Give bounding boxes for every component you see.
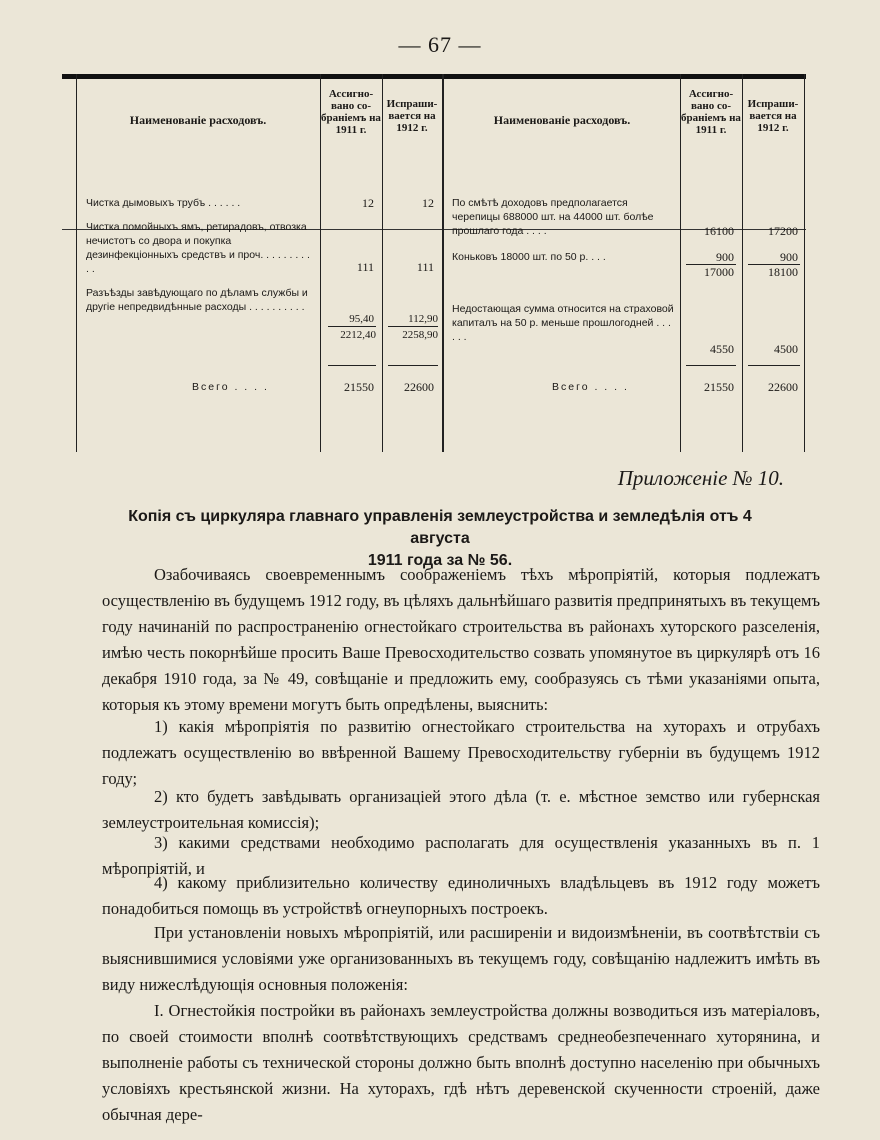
total-requested-right: 22600: [768, 380, 798, 394]
expenses-table: [62, 74, 806, 452]
header-name-right: Наименованіе расходовъ.: [493, 113, 631, 127]
subtotal-rule: [388, 326, 438, 327]
table-row-label: Недостающая сумма относится на страховой капиталъ на 50 р. меньше прошлогодней . . . . . .: [452, 303, 674, 343]
table-cell-requested: 112,90: [408, 313, 438, 325]
subtotal-assigned-right: 17000: [704, 265, 734, 279]
paragraph-item-1: 1) какія мѣропріятія по развитію огнестойкаго строительства на хуторахъ и отрубахъ подлежатъ осуществленію во ввѣренной Вашему Превосходительству губерніи въ будущемъ 1912 году;: [102, 717, 820, 788]
header-assigned-right: Ассигно-вано со-браніемъ на 1911 г.: [681, 88, 741, 136]
table-cell-assigned: 16100: [704, 224, 734, 238]
paragraph-conditions: При установленіи новыхъ мѣропріятій, или расширеніи и видоизмѣненіи, въ соотвѣтствіи съ выяснившимися условіями уже организованныхъ въ текущемъ году, совѣщанію надлежитъ имѣть въ виду нижеслѣдующія основныя положенія:: [102, 923, 820, 994]
table-border-left: [76, 74, 77, 452]
table-cell-requested: 900: [780, 250, 798, 264]
paragraph-item-3: 3) какими средствами необходимо располагать для осуществленія указанныхъ въ п. 1 мѣропріятій, и: [102, 833, 820, 878]
appendix-label: Приложеніе № 10.: [617, 466, 784, 490]
total-rule: [686, 365, 736, 366]
total-assigned-left: 21550: [344, 380, 374, 394]
total-rule: [328, 365, 376, 366]
total-rule: [388, 365, 438, 366]
table-cell-requested: 4500: [774, 342, 798, 356]
paragraph-point-1: I. Огнестойкія постройки въ районахъ землеустройства должны возводиться изъ матеріаловъ, по своей стоимости вполнѣ соотвѣтствующихъ средствамъ среднеобезпеченнаго хуторянина, и выполненіе работы съ технической стороны должно быть вполнѣ доступно населенію при обычныхъ условіяхъ крестьянской жизни. На хуторахъ, гдѣ нѣтъ деревенской скученности строеній, даже обычная дере-: [102, 1001, 820, 1124]
table-border-right: [804, 74, 805, 452]
total-label-left: Всего . . . .: [192, 381, 269, 393]
table-row-label: По смѣтѣ доходовъ предполагается черепицы 688000 шт. на 44000 шт. болѣе прошлаго года . . . .: [452, 197, 654, 237]
subtotal-requested-left: 2258,90: [402, 329, 438, 341]
table-cell-assigned: 900: [716, 250, 734, 264]
heading-line-1: Копія съ циркуляра главнаго управленія землеустройства и земледѣлія отъ 4 августа: [128, 508, 752, 547]
total-label-right: Всего . . . .: [552, 381, 629, 393]
subtotal-assigned-left: 2212,40: [340, 329, 376, 341]
table-cell-requested: 12: [422, 196, 434, 210]
heading-line-2: 1911 года за № 56.: [367, 552, 513, 569]
table-cell-assigned: 95,40: [349, 313, 374, 325]
subtotal-requested-right: 18100: [768, 265, 798, 279]
paragraph-item-4: 4) какому приблизительно количеству единоличныхъ владѣльцевъ въ 1912 году можетъ понадобиться помощь въ устройствѣ огнеупорныхъ построекъ.: [102, 873, 820, 918]
total-requested-left: 22600: [404, 380, 434, 394]
page-number: — 67 —: [398, 32, 482, 57]
table-row-label: Чистка помойныхъ ямъ, ретирадовъ, отвозка нечистотъ со двора и покупка дезинфекціонныхъ средствъ и проч. . . . . . . . . . .: [86, 221, 310, 275]
header-requested-left: Испраши-вается на 1912 г.: [386, 98, 438, 134]
table-row-label: Чистка дымовыхъ трубъ . . . . . .: [86, 197, 241, 209]
table-cell-requested: 17200: [768, 224, 798, 238]
header-assigned-left: Ассигно-вано со-браніемъ на 1911 г.: [321, 88, 381, 136]
total-rule: [748, 365, 800, 366]
table-cell-assigned: 12: [362, 196, 374, 210]
table-top-rule: [62, 74, 806, 79]
table-cell-assigned: 111: [356, 260, 374, 274]
table-row-label: Коньковъ 18000 шт. по 50 р. . . .: [452, 251, 606, 263]
header-name-left: Наименованіе расходовъ.: [129, 113, 267, 127]
table-row-label: Разъѣзды завѣдующаго по дѣламъ службы и другіе непредвидѣнные расходы . . . . . . . . . .: [86, 287, 308, 313]
header-requested-right: Испраши-вается на 1912 г.: [747, 98, 799, 134]
paragraph-intro: Озабочиваясь своевременнымъ соображеніемъ тѣхъ мѣропріятій, которыя подлежатъ осуществленію въ будущемъ 1912 году, въ цѣляхъ дальнѣйшаго развитія предпринятыхъ въ текущемъ году начинаній по распространенію огнестойкаго строительства въ районахъ хуторского разселенія, имѣю честь покорнѣйше просить Ваше Превосходительство созвать упомянутое въ циркулярѣ отъ 16 декабря 1910 года, за № 49, совѣщаніе и предложить ему, сообразуясь съ тѣми указаніями опыта, которыя къ этому времени могутъ быть опредѣлены, выяснить:: [102, 565, 820, 714]
table-divider-center: [442, 74, 444, 452]
table-cell-assigned: 4550: [710, 342, 734, 356]
subtotal-rule: [328, 326, 376, 327]
table-cell-requested: 111: [416, 260, 434, 274]
paragraph-item-2: 2) кто будетъ завѣдывать организаціей этого дѣла (т. е. мѣстное земство или губернская землеустроительная комиссія);: [102, 787, 820, 832]
total-assigned-right: 21550: [704, 380, 734, 394]
